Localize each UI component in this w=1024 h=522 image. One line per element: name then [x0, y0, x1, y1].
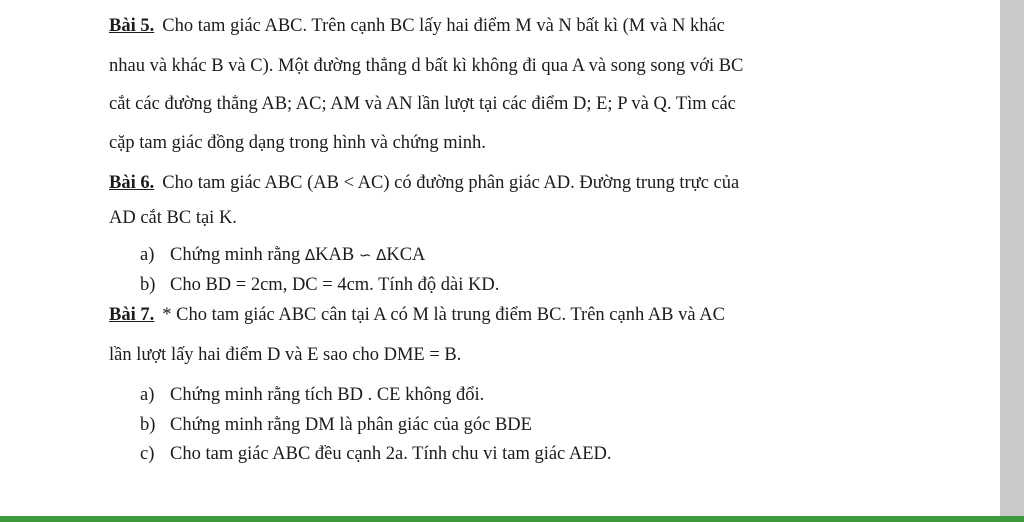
bai5-line-3: cắt các đường thẳng AB; AC; AM và AN lần lượt tại các điểm D; E; P và Q. Tìm các	[109, 94, 736, 114]
triangle-symbol: Δ	[304, 246, 316, 264]
bai6-title: Bài 6.	[109, 173, 155, 193]
bottom-border	[0, 516, 1024, 522]
bai6-b-label: b)	[140, 275, 156, 295]
triangle-symbol: Δ	[376, 246, 387, 264]
scrollbar-track[interactable]	[1000, 0, 1024, 516]
bai7-item-c	[140, 442, 612, 466]
bai7-item-b	[140, 413, 532, 437]
bai5-line-2: nhau và khác B và C). Một đường thẳng d bất kì không đi qua A và song song với BC	[109, 56, 744, 76]
similar-symbol: ∽	[358, 246, 372, 264]
bai5-line-1	[109, 14, 725, 38]
bai6-line-2: AD cắt BC tại K.	[109, 208, 237, 228]
bai7-line-1	[109, 303, 725, 327]
bai7-b-text: Chứng minh rằng DM là phân giác của góc BDE	[170, 415, 532, 435]
bai5-text-1: Cho tam giác ABC. Trên cạnh BC lấy hai điểm M và N bất kì (M và N khác	[162, 16, 725, 36]
bai6-item-b	[140, 273, 499, 297]
bai7-item-a	[140, 383, 484, 407]
bai5-title: Bài 5.	[109, 16, 155, 36]
bai7-c-label: c)	[140, 444, 155, 464]
bai5-line-4: cặp tam giác đồng dạng trong hình và chứng minh.	[109, 133, 486, 153]
bai7-b-label: b)	[140, 415, 156, 435]
bai6-a-pre: Chứng minh rằng	[170, 245, 301, 265]
bai7-line-2: lần lượt lấy hai điểm D và E sao cho DME = B.	[109, 345, 462, 365]
bai7-a-text: Chứng minh rằng tích BD . CE không đổi.	[170, 385, 485, 405]
bai6-a-triangle-1: KAB	[315, 245, 355, 265]
bai6-a-triangle-2: KCA	[386, 245, 426, 265]
bai6-item-a	[140, 243, 425, 267]
bai6-b-text: Cho BD = 2cm, DC = 4cm. Tính độ dài KD.	[170, 275, 500, 295]
bai7-a-label: a)	[140, 385, 155, 405]
bai7-title: Bài 7.	[109, 305, 155, 325]
bai7-c-text: Cho tam giác ABC đều cạnh 2a. Tính chu vi tam giác AED.	[170, 444, 612, 464]
bai6-line-1	[109, 171, 739, 195]
bai7-text-1: * Cho tam giác ABC cân tại A có M là trung điểm BC. Trên cạnh AB và AC	[162, 305, 725, 325]
bai6-a-label: a)	[140, 245, 155, 265]
bai6-text-1: Cho tam giác ABC (AB < AC) có đường phân giác AD. Đường trung trực của	[162, 173, 740, 193]
